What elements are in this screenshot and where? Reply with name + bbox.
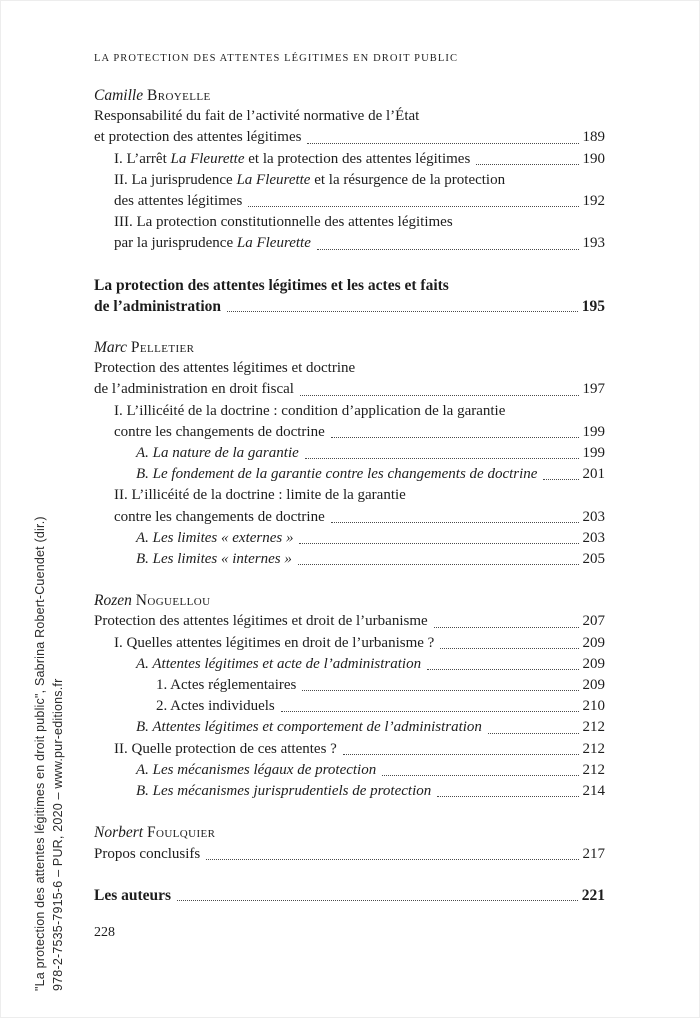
toc-group — [94, 822, 605, 864]
page-ref: 209 — [582, 655, 605, 672]
toc-line — [136, 760, 605, 781]
text-segment: Protection des attentes légitimes et doctrine — [94, 360, 356, 377]
leader-dots — [298, 564, 579, 565]
text-segment: I. L’arrêt — [114, 150, 171, 167]
toc-line — [94, 885, 605, 906]
text-segment: contre les changements de doctrine — [114, 508, 325, 525]
toc-line — [156, 696, 605, 717]
leader-dots — [302, 690, 578, 691]
page-ref: 189 — [582, 129, 605, 146]
text-segment: A. La nature de la garantie — [136, 445, 299, 462]
entry-text — [94, 337, 194, 358]
text-segment: de l’administration en droit fiscal — [94, 381, 294, 398]
text-segment: A. Attentes légitimes et acte de l’administration — [136, 655, 422, 672]
page-ref: 193 — [582, 235, 605, 252]
toc-line — [136, 717, 605, 738]
leader-dots — [331, 437, 579, 438]
text-segment: et la résurgence de la protection — [310, 171, 506, 188]
table-of-contents — [94, 85, 605, 906]
text-segment: II. La jurisprudence — [114, 171, 237, 188]
toc-line — [156, 675, 605, 696]
toc-line — [136, 464, 605, 485]
toc-line — [114, 633, 605, 654]
toc-line — [94, 337, 605, 358]
entry-text — [114, 507, 325, 528]
toc-entry — [94, 401, 605, 443]
toc-group — [94, 590, 605, 802]
leader-dots — [248, 206, 578, 207]
text-segment: Pelletier — [130, 339, 195, 357]
entry-text — [114, 401, 505, 422]
page-ref: 212 — [582, 719, 605, 736]
leader-dots — [305, 458, 579, 459]
text-segment: Broyelle — [146, 87, 211, 104]
entry-text — [156, 696, 275, 717]
entry-text — [114, 212, 453, 233]
toc-line — [94, 590, 605, 611]
entry-text — [136, 443, 299, 464]
toc-line — [94, 611, 605, 632]
text-segment: et la protection des attentes légitimes — [244, 150, 471, 167]
toc-line — [136, 528, 605, 549]
toc-line — [94, 296, 605, 317]
toc-entry — [94, 170, 605, 212]
text-segment: III. La protection constitutionnelle des attentes légitimes — [114, 214, 453, 231]
entry-text — [94, 885, 171, 906]
entry-text — [94, 379, 294, 400]
text-segment: et protection des attentes légitimes — [94, 129, 302, 146]
toc-line — [136, 549, 605, 570]
toc-line — [94, 127, 605, 148]
text-segment: Les auteurs — [94, 886, 172, 904]
toc-line — [94, 106, 605, 127]
toc-author — [94, 85, 605, 106]
leader-dots — [543, 479, 578, 480]
toc-entry — [94, 696, 605, 717]
toc-line — [94, 844, 605, 865]
text-segment: 2. Actes individuels — [156, 698, 275, 715]
page-ref: 205 — [582, 551, 605, 568]
toc-line — [136, 654, 605, 675]
text-segment: 1. Actes réglementaires — [156, 677, 297, 694]
text-segment: La protection des attentes légitimes et les actes et faits — [94, 276, 449, 294]
leader-dots — [299, 543, 578, 544]
toc-entry — [94, 528, 605, 549]
folio-page-number: 228 — [94, 925, 115, 940]
leader-dots — [434, 627, 579, 628]
entry-text — [136, 760, 376, 781]
leader-dots — [317, 249, 579, 250]
entry-text — [136, 654, 421, 675]
toc-entry — [94, 106, 605, 148]
toc-line — [136, 781, 605, 802]
text-segment: II. Quelle protection de ces attentes ? — [114, 740, 337, 757]
text-segment: de l’administration — [94, 297, 222, 315]
entry-text — [136, 528, 293, 549]
toc-entry — [94, 739, 605, 760]
toc-line — [114, 485, 605, 506]
entry-text — [94, 844, 200, 865]
page-ref: 190 — [582, 150, 605, 167]
entry-text — [114, 739, 337, 760]
spine-credit-line-2: 978-2-7535-7915-6 – PUR, 2020 – www.pur-editions.fr — [51, 678, 66, 991]
text-segment: I. L’illicéité de la doctrine : condition d’application de la garantie — [114, 402, 506, 419]
entry-text — [94, 590, 210, 611]
running-header: LA PROTECTION DES ATTENTES LÉGITIMES EN DROIT PUBLIC — [94, 53, 459, 64]
toc-line — [94, 358, 605, 379]
toc-entry — [94, 611, 605, 632]
leader-dots — [281, 711, 579, 712]
text-segment: Foulquier — [146, 824, 216, 842]
entry-text — [114, 422, 325, 443]
text-segment: I. Quelles attentes légitimes en droit de l’urbanisme ? — [114, 634, 435, 651]
toc-line — [94, 275, 605, 296]
toc-author — [94, 337, 605, 358]
toc-entry — [94, 885, 605, 906]
page-ref: 209 — [582, 634, 605, 651]
page-ref: 197 — [582, 381, 605, 398]
entry-text — [136, 781, 431, 802]
leader-dots — [476, 164, 578, 165]
text-segment: Protection des attentes légitimes et droit de l’urbanisme — [94, 613, 428, 630]
page-ref: 203 — [582, 508, 605, 525]
page-ref: 221 — [581, 886, 605, 904]
text-segment: Rozen — [94, 592, 136, 610]
toc-line — [114, 149, 605, 170]
page-ref: 217 — [582, 845, 605, 862]
toc-line — [94, 822, 605, 843]
spine-credit — [31, 516, 67, 991]
leader-dots — [307, 143, 578, 144]
toc-line — [114, 233, 605, 254]
toc-line — [114, 401, 605, 422]
text-segment: Propos conclusifs — [94, 845, 201, 862]
page-ref: 209 — [582, 677, 605, 694]
toc-entry — [94, 675, 605, 696]
entry-text — [94, 358, 355, 379]
entry-text — [114, 149, 470, 170]
leader-dots — [437, 796, 578, 797]
toc-entry — [94, 149, 605, 170]
text-segment: A. Les limites « externes » — [136, 529, 294, 546]
entry-text — [114, 191, 242, 212]
toc-entry — [94, 844, 605, 865]
text-segment: A. Les mécanismes légaux de protection — [136, 761, 377, 778]
leader-dots — [440, 648, 578, 649]
toc-entry — [94, 485, 605, 527]
entry-text — [114, 485, 406, 506]
toc-line — [94, 379, 605, 400]
entry-text — [114, 633, 434, 654]
toc-line — [114, 191, 605, 212]
text-segment: La Fleurette — [236, 171, 311, 188]
toc-entry — [94, 275, 605, 317]
page-ref: 214 — [582, 783, 605, 800]
leader-dots — [300, 395, 579, 396]
text-segment: II. L’illicéité de la doctrine : limite de la garantie — [114, 487, 406, 504]
entry-text — [94, 822, 215, 843]
toc-group — [94, 275, 605, 317]
toc-line — [114, 170, 605, 191]
leader-dots — [331, 522, 579, 523]
toc-entry — [94, 717, 605, 738]
toc-entry — [94, 781, 605, 802]
text-segment: Camille — [94, 87, 147, 104]
page-ref: 212 — [582, 761, 605, 778]
text-segment: Norbert — [94, 824, 147, 842]
toc-entry — [94, 654, 605, 675]
entry-text — [114, 170, 505, 191]
entry-text — [94, 85, 211, 106]
text-segment: La Fleurette — [170, 150, 245, 167]
page-ref: 212 — [582, 740, 605, 757]
entry-text — [94, 106, 419, 127]
toc-group — [94, 337, 605, 570]
page-ref: 199 — [582, 445, 605, 462]
entry-text — [136, 464, 537, 485]
leader-dots — [206, 859, 578, 860]
leader-dots — [488, 733, 579, 734]
leader-dots — [227, 311, 578, 312]
text-segment: B. Les mécanismes jurisprudentiels de protection — [136, 783, 432, 800]
toc-group — [94, 885, 605, 906]
toc-entry — [94, 358, 605, 400]
toc-entry — [94, 212, 605, 254]
entry-text — [136, 549, 292, 570]
entry-text — [94, 296, 221, 317]
entry-text — [94, 127, 301, 148]
entry-text — [114, 233, 311, 254]
entry-text — [94, 275, 449, 296]
page-ref: 203 — [582, 529, 605, 546]
toc-author — [94, 822, 605, 843]
text-segment: B. Les limites « internes » — [136, 551, 292, 568]
spine-credit-line-1: "La protection des attentes légitimes en droit public", Sabrina Robert-Cuendet (dir.) — [33, 516, 47, 991]
text-segment: B. Le fondement de la garantie contre les changements de doctrine — [136, 466, 538, 483]
toc-entry — [94, 760, 605, 781]
entry-text — [94, 611, 428, 632]
toc-group — [94, 85, 605, 255]
page-ref: 192 — [582, 193, 605, 210]
toc-entry — [94, 549, 605, 570]
text-segment: La Fleurette — [236, 235, 311, 252]
entry-text — [156, 675, 296, 696]
toc-entry — [94, 443, 605, 464]
leader-dots — [343, 754, 579, 755]
leader-dots — [382, 775, 578, 776]
toc-line — [94, 85, 605, 106]
toc-author — [94, 590, 605, 611]
text-segment: contre les changements de doctrine — [114, 423, 325, 440]
text-segment: Marc — [94, 339, 131, 357]
text-segment: des attentes légitimes — [114, 193, 243, 210]
page-ref: 199 — [582, 423, 605, 440]
toc-line — [114, 422, 605, 443]
page-ref: 195 — [581, 297, 605, 315]
page-ref: 210 — [582, 698, 605, 715]
toc-entry — [94, 464, 605, 485]
toc-line — [114, 212, 605, 233]
toc-line — [136, 443, 605, 464]
text-segment: Noguellou — [135, 592, 211, 610]
text-segment: Responsabilité du fait de l’activité normative de l’État — [94, 108, 420, 125]
entry-text — [136, 717, 482, 738]
text-segment: par la jurisprudence — [114, 235, 237, 252]
page-ref: 207 — [582, 613, 605, 630]
leader-dots — [427, 669, 578, 670]
leader-dots — [177, 900, 578, 901]
text-segment: B. Attentes légitimes et comportement de l’administration — [136, 719, 482, 736]
page-ref: 201 — [582, 466, 605, 483]
toc-line — [114, 507, 605, 528]
toc-entry — [94, 633, 605, 654]
toc-line — [114, 739, 605, 760]
